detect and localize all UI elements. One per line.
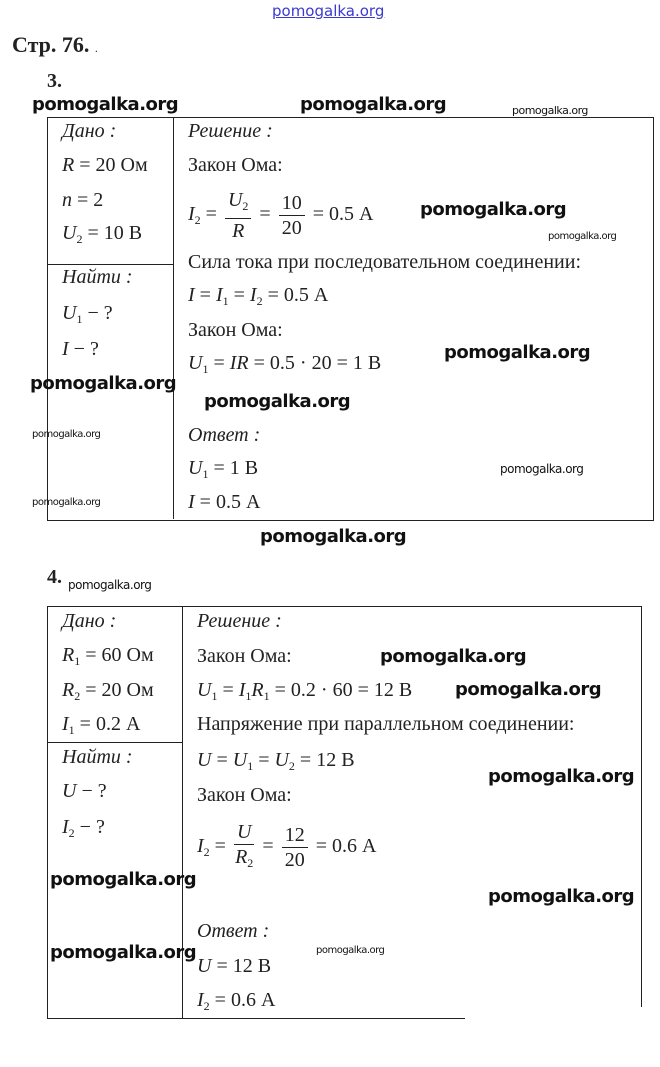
given-item (62, 188, 103, 212)
variable: $R_2$ (235, 846, 254, 870)
watermark: pomogalka.org (32, 429, 101, 440)
subscript: 2 (247, 856, 254, 870)
find-item (62, 779, 107, 803)
numerator (282, 823, 308, 848)
subscript: 1 (245, 689, 252, 703)
task-3-number: 3. (47, 70, 62, 92)
site-link[interactable]: pomogalka.org (272, 2, 385, 20)
answer-label: Ответ : (197, 920, 270, 942)
given-item (62, 712, 140, 742)
text: = (194, 284, 216, 306)
variable: U (197, 749, 212, 771)
find-label: Найти : (62, 746, 133, 768)
text: = 10 В (82, 222, 143, 244)
variable: $I_2$ (197, 989, 210, 1013)
solution-line (197, 820, 376, 875)
find-item (62, 301, 113, 331)
subscript: 1 (202, 467, 209, 481)
text: Закон Ома: (188, 319, 283, 341)
solution-line (197, 748, 355, 778)
variable: $I_2$ (188, 203, 201, 228)
variable: $U_2$ (227, 189, 249, 213)
subscript: 2 (76, 232, 83, 246)
watermark: pomogalka.org (300, 94, 447, 115)
text: − ? (68, 338, 99, 360)
text: = (208, 352, 230, 374)
given-item (62, 153, 148, 177)
table-border-bottom (47, 1018, 465, 1019)
watermark: pomogalka.org (548, 231, 617, 242)
subscript: 1 (222, 294, 229, 308)
text: 10 (281, 192, 302, 214)
solution-line (188, 250, 581, 274)
watermark: pomogalka.org (316, 945, 385, 956)
text: Закон Ома: (188, 154, 283, 176)
watermark: pomogalka.org (50, 942, 197, 963)
column-divider (173, 117, 174, 519)
watermark: pomogalka.org (512, 104, 588, 117)
watermark: pomogalka.org (455, 679, 602, 700)
variable: $U_2$ (274, 749, 295, 773)
row-divider (47, 742, 182, 743)
watermark: pomogalka.org (260, 526, 407, 547)
solution-line (197, 783, 292, 807)
answer-item (188, 456, 258, 486)
text: = (257, 835, 279, 858)
watermark: pomogalka.org (420, 199, 567, 220)
watermark: pomogalka.org (488, 766, 635, 787)
denominator (232, 219, 244, 243)
subscript: 1 (247, 759, 254, 773)
solution-label: Решение : (197, 610, 282, 632)
watermark: pomogalka.org (204, 391, 351, 412)
text: = 0.6 А (209, 989, 276, 1011)
variable: U (62, 780, 77, 802)
solution-line (197, 678, 412, 708)
text: = (217, 679, 239, 701)
find-label: Найти : (62, 266, 133, 288)
variable: $I_1$ (238, 679, 252, 703)
find-item (62, 815, 105, 845)
answer-item (197, 954, 271, 978)
answer-item (197, 988, 275, 1018)
variable: $U_1$ (188, 352, 209, 376)
solution-line (188, 318, 283, 342)
variable: $I_1$ (62, 713, 75, 737)
subscript: 1 (76, 312, 83, 326)
text: = 20 Ом (74, 154, 148, 176)
numerator (225, 188, 251, 219)
variable: $I_2$ (197, 835, 210, 860)
solution-line (188, 283, 328, 313)
variable: $I_2$ (249, 284, 263, 308)
watermark: pomogalka.org (50, 869, 197, 890)
fraction (282, 823, 308, 872)
text: = 0.5 А (194, 491, 261, 513)
text: = 2 (72, 189, 104, 211)
given-label: Дано : (62, 120, 117, 142)
text: = (253, 749, 275, 771)
denominator (235, 845, 253, 875)
text: Закон Ома: (197, 645, 292, 667)
subscript: 2 (203, 999, 210, 1013)
subscript: 1 (263, 689, 270, 703)
given-label: Дано : (62, 610, 117, 632)
text: = (200, 203, 222, 226)
subscript: 2 (194, 213, 201, 228)
solution-line (188, 188, 373, 243)
subscript: 1 (74, 654, 81, 668)
subscript: 2 (74, 689, 81, 703)
subscript: 2 (242, 199, 249, 213)
subscript: 1 (211, 689, 218, 703)
text: = (228, 284, 250, 306)
subscript: 1 (202, 362, 209, 376)
solution-line (197, 644, 292, 668)
variable: $I_1$ (215, 284, 229, 308)
text: = (211, 749, 233, 771)
text: = (254, 203, 276, 226)
subscript: 2 (256, 294, 263, 308)
text: 20 (281, 217, 302, 239)
table-border-right (641, 606, 642, 1007)
text: = 1 В (208, 457, 259, 479)
variable: $U_2$ (62, 222, 83, 246)
variable: $R_2$ (62, 679, 81, 703)
variable: R (62, 154, 75, 176)
watermark: pomogalka.org (68, 578, 152, 592)
given-item (62, 678, 154, 708)
text: Напряжение при параллельном соединении: (197, 713, 575, 735)
subscript: 2 (203, 845, 210, 860)
numerator (279, 191, 305, 216)
given-item (62, 221, 142, 251)
text: = 60 Ом (80, 644, 154, 666)
solution-line (188, 153, 283, 177)
variable: I (188, 284, 195, 306)
solution-line (188, 351, 381, 381)
variable: $R_1$ (251, 679, 270, 703)
answer-item (188, 490, 260, 514)
variable: $U_1$ (188, 457, 209, 481)
text: = 0.6 А (310, 835, 377, 858)
variable: $U_1$ (232, 749, 254, 773)
variable: R (232, 220, 245, 242)
text: 12 (284, 824, 305, 846)
text: = (209, 835, 231, 858)
denominator (285, 848, 305, 872)
watermark: pomogalka.org (30, 373, 177, 394)
variable: n (62, 189, 72, 211)
text: 20 (284, 849, 305, 871)
solution-line (197, 712, 575, 736)
numerator (234, 820, 254, 845)
text: = 0.2 · 60 = 12 В (269, 679, 413, 701)
page-title-dot: . (94, 41, 98, 55)
variable: $U_1$ (197, 679, 218, 703)
subscript: 1 (68, 723, 75, 737)
fraction (225, 188, 251, 243)
watermark: pomogalka.org (32, 94, 179, 115)
answer-label: Ответ : (188, 424, 261, 446)
table-border-top (47, 606, 642, 607)
text: = 0.2 А (74, 713, 141, 735)
subscript: 2 (288, 759, 295, 773)
text: = 0.5 А (262, 284, 329, 306)
text: = 0.5 · 20 = 1 В (248, 352, 382, 374)
text: − ? (74, 816, 105, 838)
table-border (47, 117, 654, 521)
text: = 0.5 А (307, 203, 374, 226)
denominator (282, 216, 302, 240)
text: = 20 Ом (80, 679, 154, 701)
variable: U (236, 821, 252, 843)
variable: I (188, 491, 195, 513)
fraction (234, 820, 254, 875)
variable: U (197, 955, 212, 977)
variable: $U_1$ (62, 302, 83, 326)
watermark: pomogalka.org (32, 497, 101, 508)
given-item (62, 643, 154, 673)
table-border-left (47, 606, 48, 1018)
text: = 12 В (211, 955, 272, 977)
text: Сила тока при последовательном соединении: (188, 251, 582, 273)
solution-label: Решение : (188, 120, 273, 142)
text: Закон Ома: (197, 784, 292, 806)
variable: $R_1$ (62, 644, 81, 668)
page-title (12, 32, 98, 58)
subscript: 2 (68, 826, 75, 840)
text: = 12 В (294, 749, 355, 771)
text: − ? (76, 780, 107, 802)
page-title-text: Стр. 76. (12, 32, 90, 57)
watermark: pomogalka.org (500, 462, 584, 476)
watermark: pomogalka.org (444, 342, 591, 363)
variable: $I_2$ (62, 816, 75, 840)
variable: IR (229, 352, 249, 374)
text: − ? (82, 302, 113, 324)
fraction (279, 191, 305, 240)
watermark: pomogalka.org (380, 646, 527, 667)
task-4-number: 4. (47, 566, 62, 588)
find-item (62, 337, 99, 361)
variable: I (62, 338, 69, 360)
watermark: pomogalka.org (488, 886, 635, 907)
